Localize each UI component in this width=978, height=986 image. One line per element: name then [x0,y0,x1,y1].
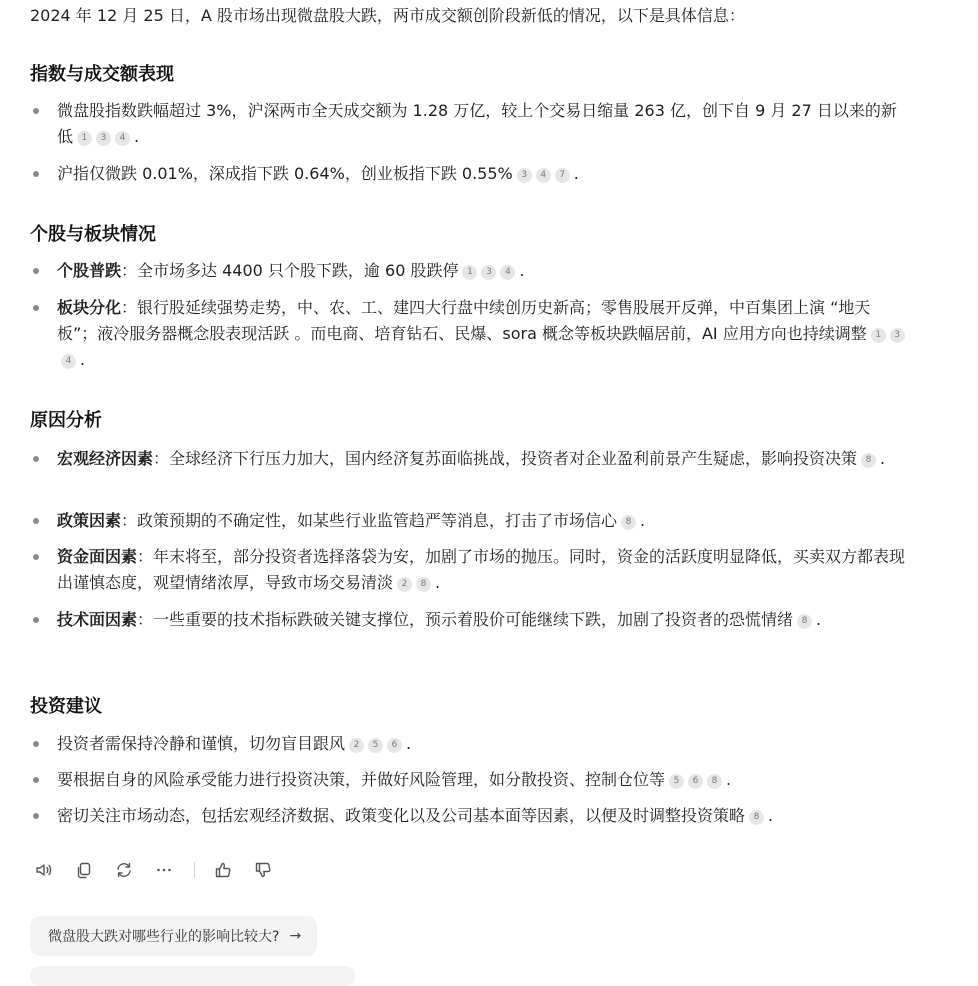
item-text: 密切关注市场动态，包括宏观经济数据、政策变化以及公司基本面等因素，以便及时调整投资策略 [57,806,746,825]
citation-badge[interactable]: 5 [669,774,684,789]
item-text: 银行股延续强势走势，中、农、工、建四大行盘中续创历史新高；零售股展开反弹，中百集团上演 “地天板”；液冷服务器概念股表现活跃 。而电商、培育钻石、民爆、sora 概念等板块跌幅居前，AI 应用方向也持续调整 [57,298,871,343]
bullet-dot [33,108,39,114]
citation-badge[interactable]: 4 [536,168,551,183]
item-text: 政策预期的不确定性，如某些行业监管趋严等消息，打击了市场信心 [137,511,618,530]
list-item [30,98,910,150]
citation-badge[interactable]: 4 [61,354,76,369]
period: . [406,734,412,753]
suggested-question-button[interactable] [30,916,317,956]
list-item [30,731,910,757]
list-item [30,508,910,534]
list-item [30,767,910,793]
item-text: 全球经济下行压力加大，国内经济复苏面临挑战，投资者对企业盈利前景产生疑虑，影响投资决策 [169,449,858,468]
period: . [880,449,886,468]
item-text: 一些重要的技术指标跌破关键支撑位，预示着股价可能继续下跌，加剧了投资者的恐慌情绪 [153,610,794,629]
item-separator: ： [121,511,138,530]
section-title-stocks: 个股与板块情况 [30,224,156,245]
bullet-dot [33,171,39,177]
period: . [726,770,732,789]
citation-badge[interactable]: 8 [621,515,636,530]
section-title-index: 指数与成交额表现 [30,64,174,85]
period: . [768,806,774,825]
item-separator: ： [137,610,154,629]
item-text: 要根据自身的风险承受能力进行投资决策，并做好风险管理，如分散投资、控制仓位等 [57,770,666,789]
citation-badge[interactable]: 3 [517,168,532,183]
intro-text: 2024 年 12 月 25 日，A 股市场出现微盘股大跌，两市成交额创阶段新低的情况，以下是具体信息： [30,6,745,25]
bullet-dot [33,456,39,462]
item-text: 沪指仅微跌 0.01%，深成指下跌 0.64%，创业板指下跌 0.55% [57,164,513,183]
bullet-dot [33,813,39,819]
item-separator: ： [153,449,170,468]
citation-badge[interactable]: 5 [368,738,383,753]
section-title-reasons: 原因分析 [30,410,102,431]
thumbs-down-icon[interactable] [253,860,273,880]
speaker-icon[interactable] [34,860,54,880]
arrow-right-icon: → [289,928,302,944]
citation-badge[interactable]: 1 [871,328,886,343]
period: . [640,511,646,530]
list-item [30,161,910,187]
more-icon[interactable] [154,860,174,880]
citation-badge[interactable]: 1 [462,265,477,280]
citation-badge[interactable]: 1 [77,131,92,146]
thumbs-up-icon[interactable] [213,860,233,880]
copy-icon[interactable] [74,860,94,880]
suggested-question-button-partial[interactable] [30,966,355,986]
regenerate-icon[interactable] [114,860,134,880]
period: . [435,573,441,592]
item-bold-label: 板块分化 [57,298,122,317]
item-text: 年末将至，部分投资者选择落袋为安，加剧了市场的抛压。同时，资金的活跃度明显降低，买卖双方都表现出谨慎态度，观望情绪浓厚，导致市场交易清淡 [57,547,906,592]
bullet-dot [33,518,39,524]
period: . [573,164,579,183]
bullet-dot [33,777,39,783]
citation-badge[interactable]: 8 [797,614,812,629]
item-separator: ： [121,298,138,317]
item-bold-label: 资金面因素 [57,547,138,566]
item-separator: ： [137,547,154,566]
citation-badge[interactable]: 8 [749,810,764,825]
period: . [519,261,525,280]
period: . [80,350,86,369]
citation-badge[interactable]: 4 [115,131,130,146]
list-item [30,446,910,472]
item-bold-label: 技术面因素 [57,610,138,629]
item-bold-label: 个股普跌 [57,261,122,280]
item-text: 微盘股指数跌幅超过 3%，沪深两市全天成交额为 1.28 万亿，较上个交易日缩量 263 亿，创下自 9 月 27 日以来的新低 [57,101,897,146]
bullet-dot [33,268,39,274]
bullet-dot [33,617,39,623]
message-action-toolbar [34,858,293,882]
bullet-dot [33,305,39,311]
toolbar-divider [194,862,195,878]
bullet-dot [33,741,39,747]
list-item [30,607,910,633]
item-bold-label: 政策因素 [57,511,122,530]
suggested-question-text: 微盘股大跌对哪些行业的影响比较大? [48,929,280,945]
citation-badge[interactable]: 8 [416,577,431,592]
citation-badge[interactable]: 2 [349,738,364,753]
citation-badge[interactable]: 6 [387,738,402,753]
citation-badge[interactable]: 2 [397,577,412,592]
citation-badge[interactable]: 4 [500,265,515,280]
citation-badge[interactable]: 3 [481,265,496,280]
section-title-advice: 投资建议 [30,696,102,717]
citation-badge[interactable]: 8 [861,453,876,468]
citation-badge[interactable]: 6 [688,774,703,789]
item-text: 投资者需保持冷静和谨慎，切勿盲目跟风 [57,734,346,753]
item-bold-label: 宏观经济因素 [57,449,154,468]
list-item [30,295,910,373]
bullet-dot [33,554,39,560]
citation-badge[interactable]: 3 [890,328,905,343]
list-item [30,803,910,829]
citation-badge[interactable]: 7 [555,168,570,183]
list-item [30,258,910,284]
period: . [134,127,140,146]
citation-badge[interactable]: 8 [707,774,722,789]
list-item [30,544,910,596]
item-separator: ： [121,261,138,280]
period: . [816,610,822,629]
item-text: 全市场多达 4400 只个股下跌，逾 60 股跌停 [137,261,459,280]
citation-badge[interactable]: 3 [96,131,111,146]
